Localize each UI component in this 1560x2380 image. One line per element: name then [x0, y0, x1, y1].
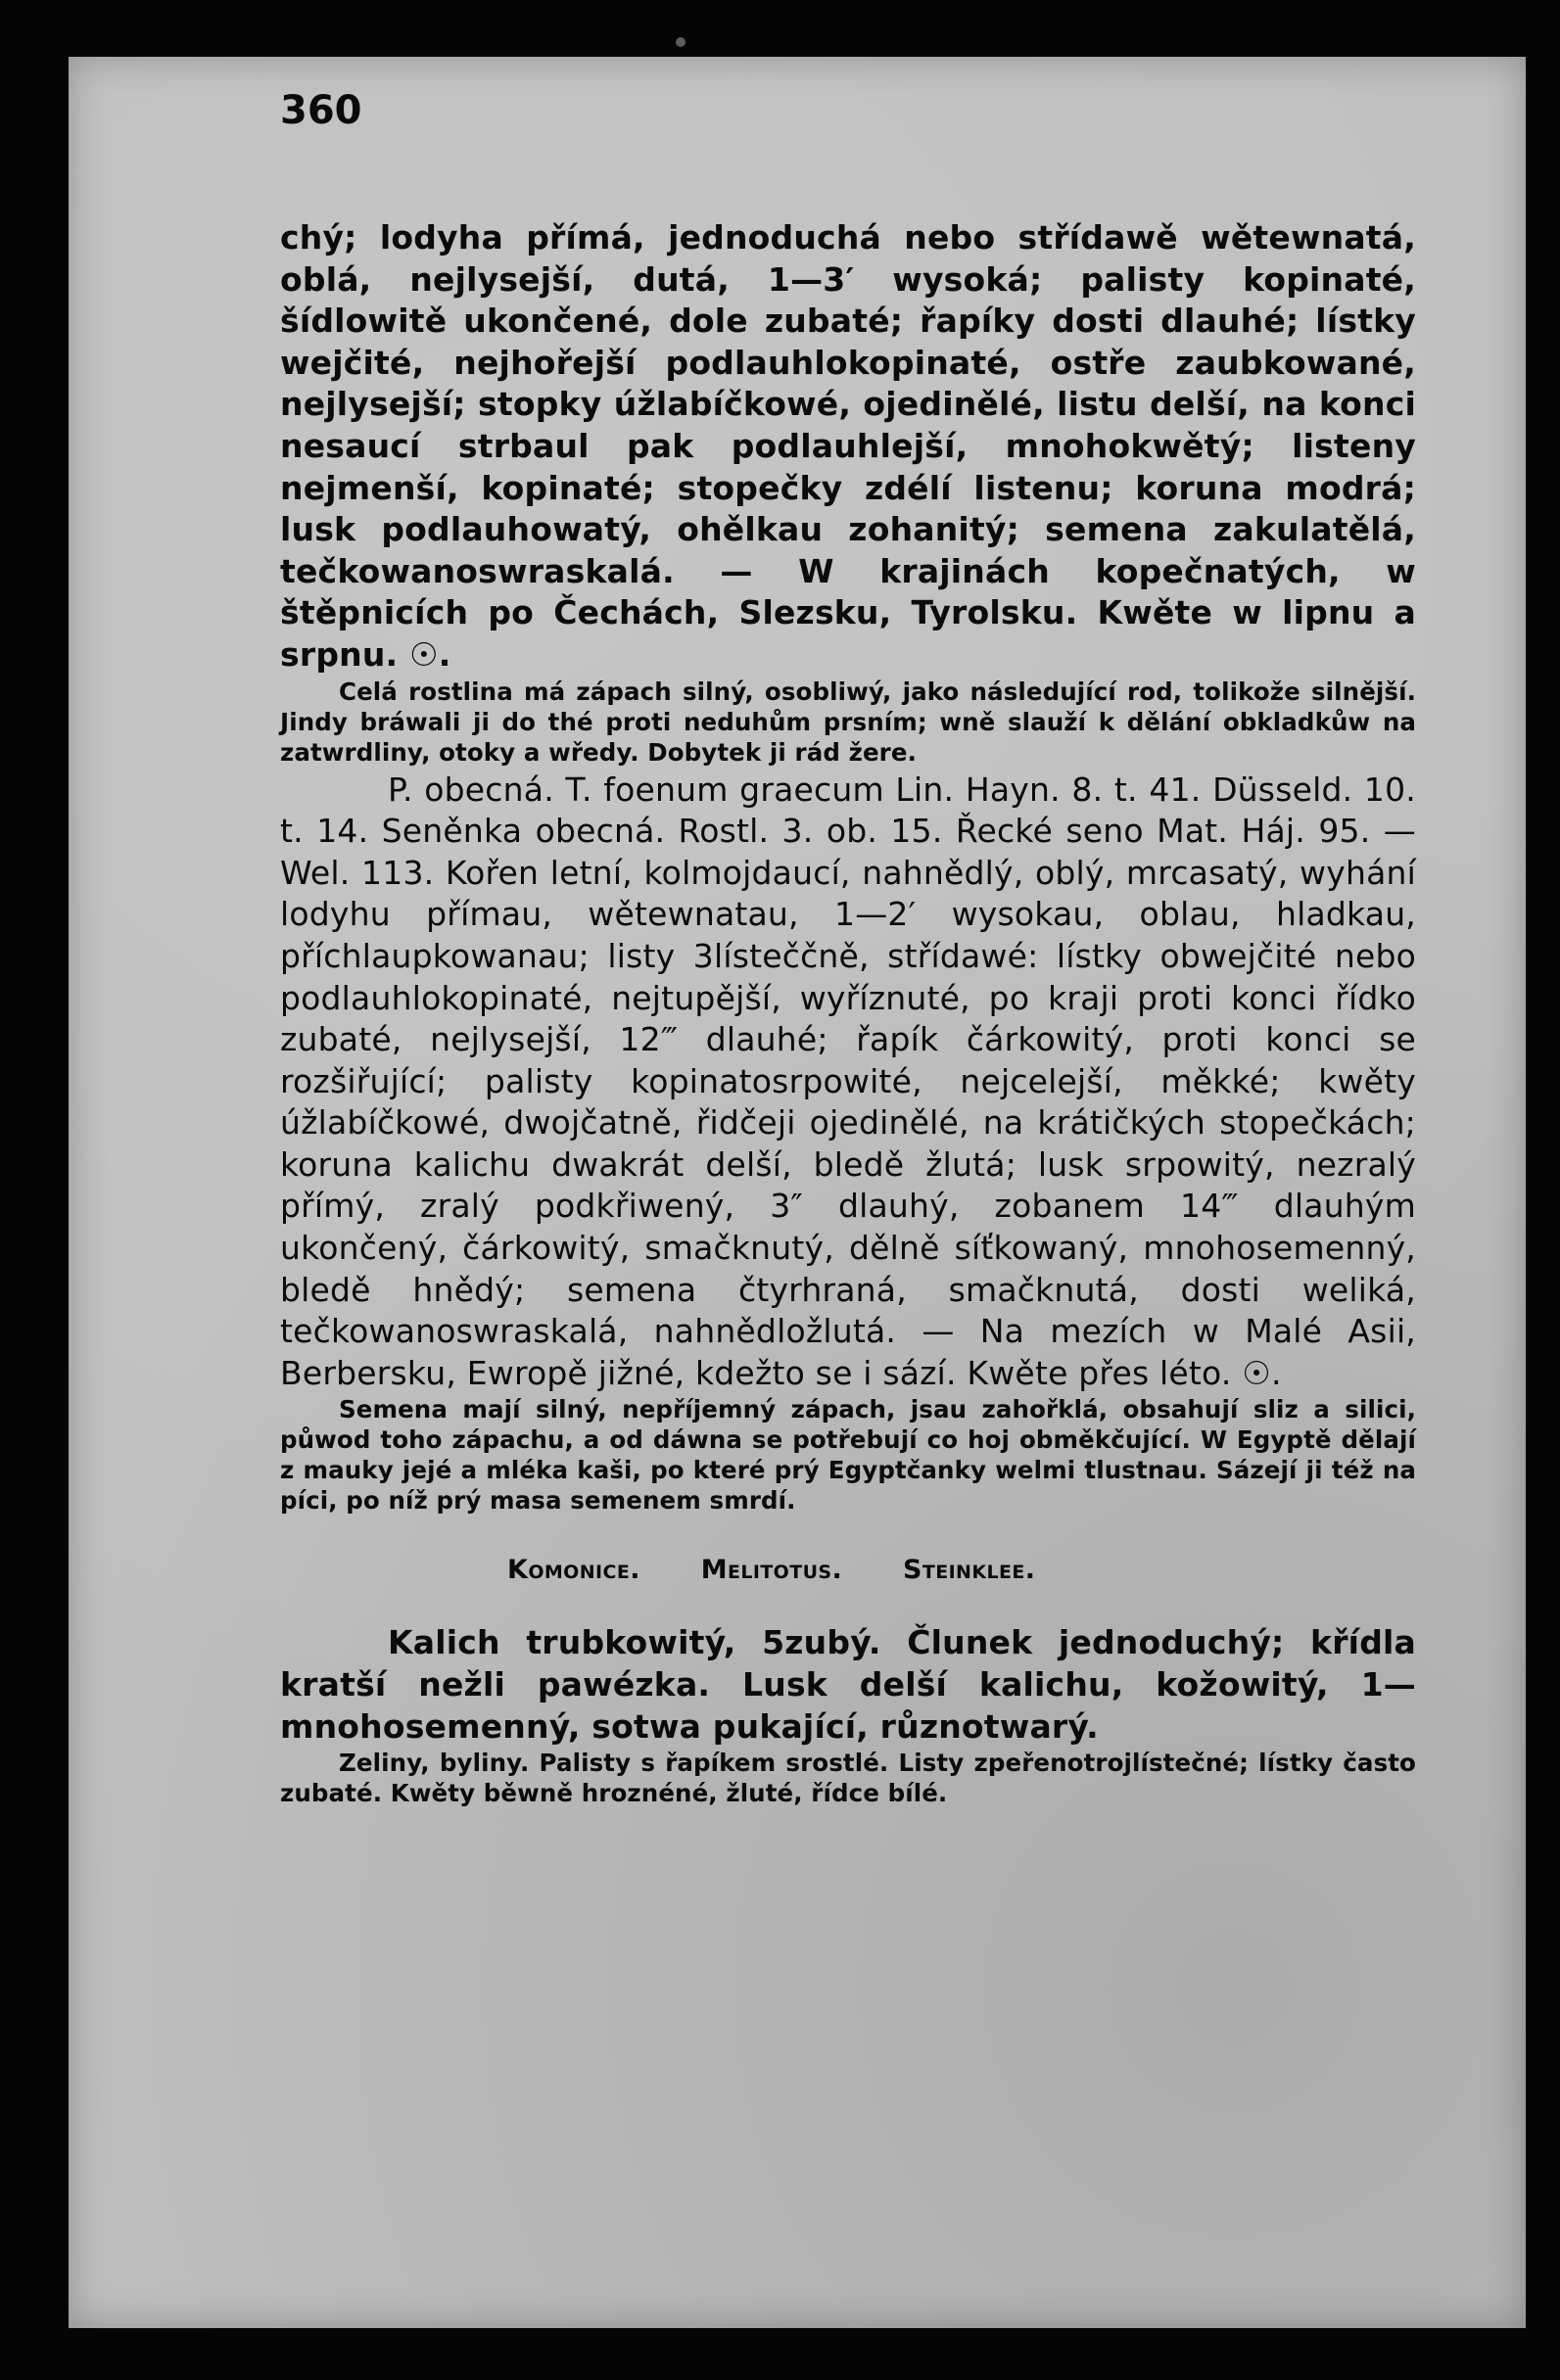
species-description-continued: chý; lodyha přímá, jednoduchá nebo střídawě wětewnatá, oblá, nejlysejší, dutá, 1—3′ wysoká; palisty kopinaté, šídlowitě ukončené, dole zubaté; řapíky dosti dlauhé; lístky wejčité, nejhořejší podlauhlokopinaté, ostře zaubkowané, nejlysejší; stopky úžlabíčkowé, ojedinělé, listu delší, na konci nesaucí strbaul pak podlauhlejší, mnohokwětý; listeny nejmenší, kopinaté; stopečky zdélí listenu; koruna modrá; lusk podlauhowatý, ohělkau zohanitý; semena zakulatělá, tečkowanoswraskalá. — W krajinách kopečnatých, w štěpnicích po Čechách, Slezsku, Tyrolsku. Kwěte w lipnu a srpnu. ☉.: [280, 218, 1416, 674]
genus-heading: [280, 1555, 1416, 1585]
genus-note: Zeliny, byliny. Palisty s řapíkem srostlé. Listy zpeřenotrojlístečné; lístky často zubaté. Kwěty běwně hroznéné, žluté, řídce bílé.: [280, 1749, 1416, 1808]
paper-speck: [676, 37, 685, 47]
page-number: 360: [280, 88, 362, 133]
genus-name-czech: Komonice.: [507, 1555, 640, 1586]
species-note-seeds: Semena mají silný, nepříjemný zápach, jsau zahořklá, obsahují sliz a silici, půwod toho zápachu, a od dáwna se potřebují co hoj obměkčující. W Egyptě dělají z mauky jejé a mléka kaši, po které prý Egyptčanky welmi tlustnau. Sázejí ji též na píci, po níž prý masa semenem smrdí.: [280, 1395, 1416, 1516]
species-note: Celá rostlina má zápach silný, osobliwý, jako následující rod, tolikože silnější. Jindy bráwali ji do thé proti neduhům prsním; wně slauží k dělání obkladkůw na zatwrdliny, otoky a wředy. Dobytek ji rád žere.: [280, 677, 1416, 767]
genus-name-german: Steinklee.: [902, 1555, 1036, 1586]
species-entry-foenum-graecum: P. obecná. T. foenum graecum Lin. Hayn. 8. t. 41. Düsseld. 10. t. 14. Seněnka obecná. Rostl. 3. ob. 15. Řecké seno Mat. Háj. 95. — Wel. 113. Kořen letní, kolmojdaucí, nahnědlý, oblý, mrcasatý, wyhání lodyhu přímau, wětewnatau, 1—2′ wysokau, oblau, hladkau, příchlaupkowanau; listy 3lísteččně, střídawé: lístky obwejčité nebo podlauhlokopinaté, nejtupější, wyříznuté, po kraji proti konci řídko zubaté, nejlysejší, 12‴ dlauhé; řapík čárkowitý, proti konci se rozšiřující; palisty kopinatosrpowité, nejcelejší, měkké; kwěty úžlabíčkowé, dwojčatně, řidčeji ojedinělé, na krátičkých stopečkách; koruna kalichu dwakrát delší, bledě žlutá; lusk srpowitý, nezralý přímý, zralý podkřiwený, 3″ dlauhý, zobanem 14‴ dlauhým ukončený, čárkowitý, smačknutý, dělně síťkowaný, mnohosemenný, bledě hnědý; semena čtyrhraná, smačknutá, dosti weliká, tečkowanoswraskalá, nahnědložlutá. — Na mezích w Malé Asii, Berbersku, Ewropě jižné, kdežto se i sází. Kwěte přes léto. ☉.: [280, 770, 1416, 1392]
page-content: [280, 217, 1416, 1808]
genus-name-latin: Melitotus.: [700, 1555, 843, 1586]
genus-description: Kalich trubkowitý, 5zubý. Člunek jednoduchý; křídla kratší nežli pawézka. Lusk delší kalichu, kožowitý, 1—mnohosemenný, sotwa pukající, různotwarý.: [280, 1623, 1416, 1746]
